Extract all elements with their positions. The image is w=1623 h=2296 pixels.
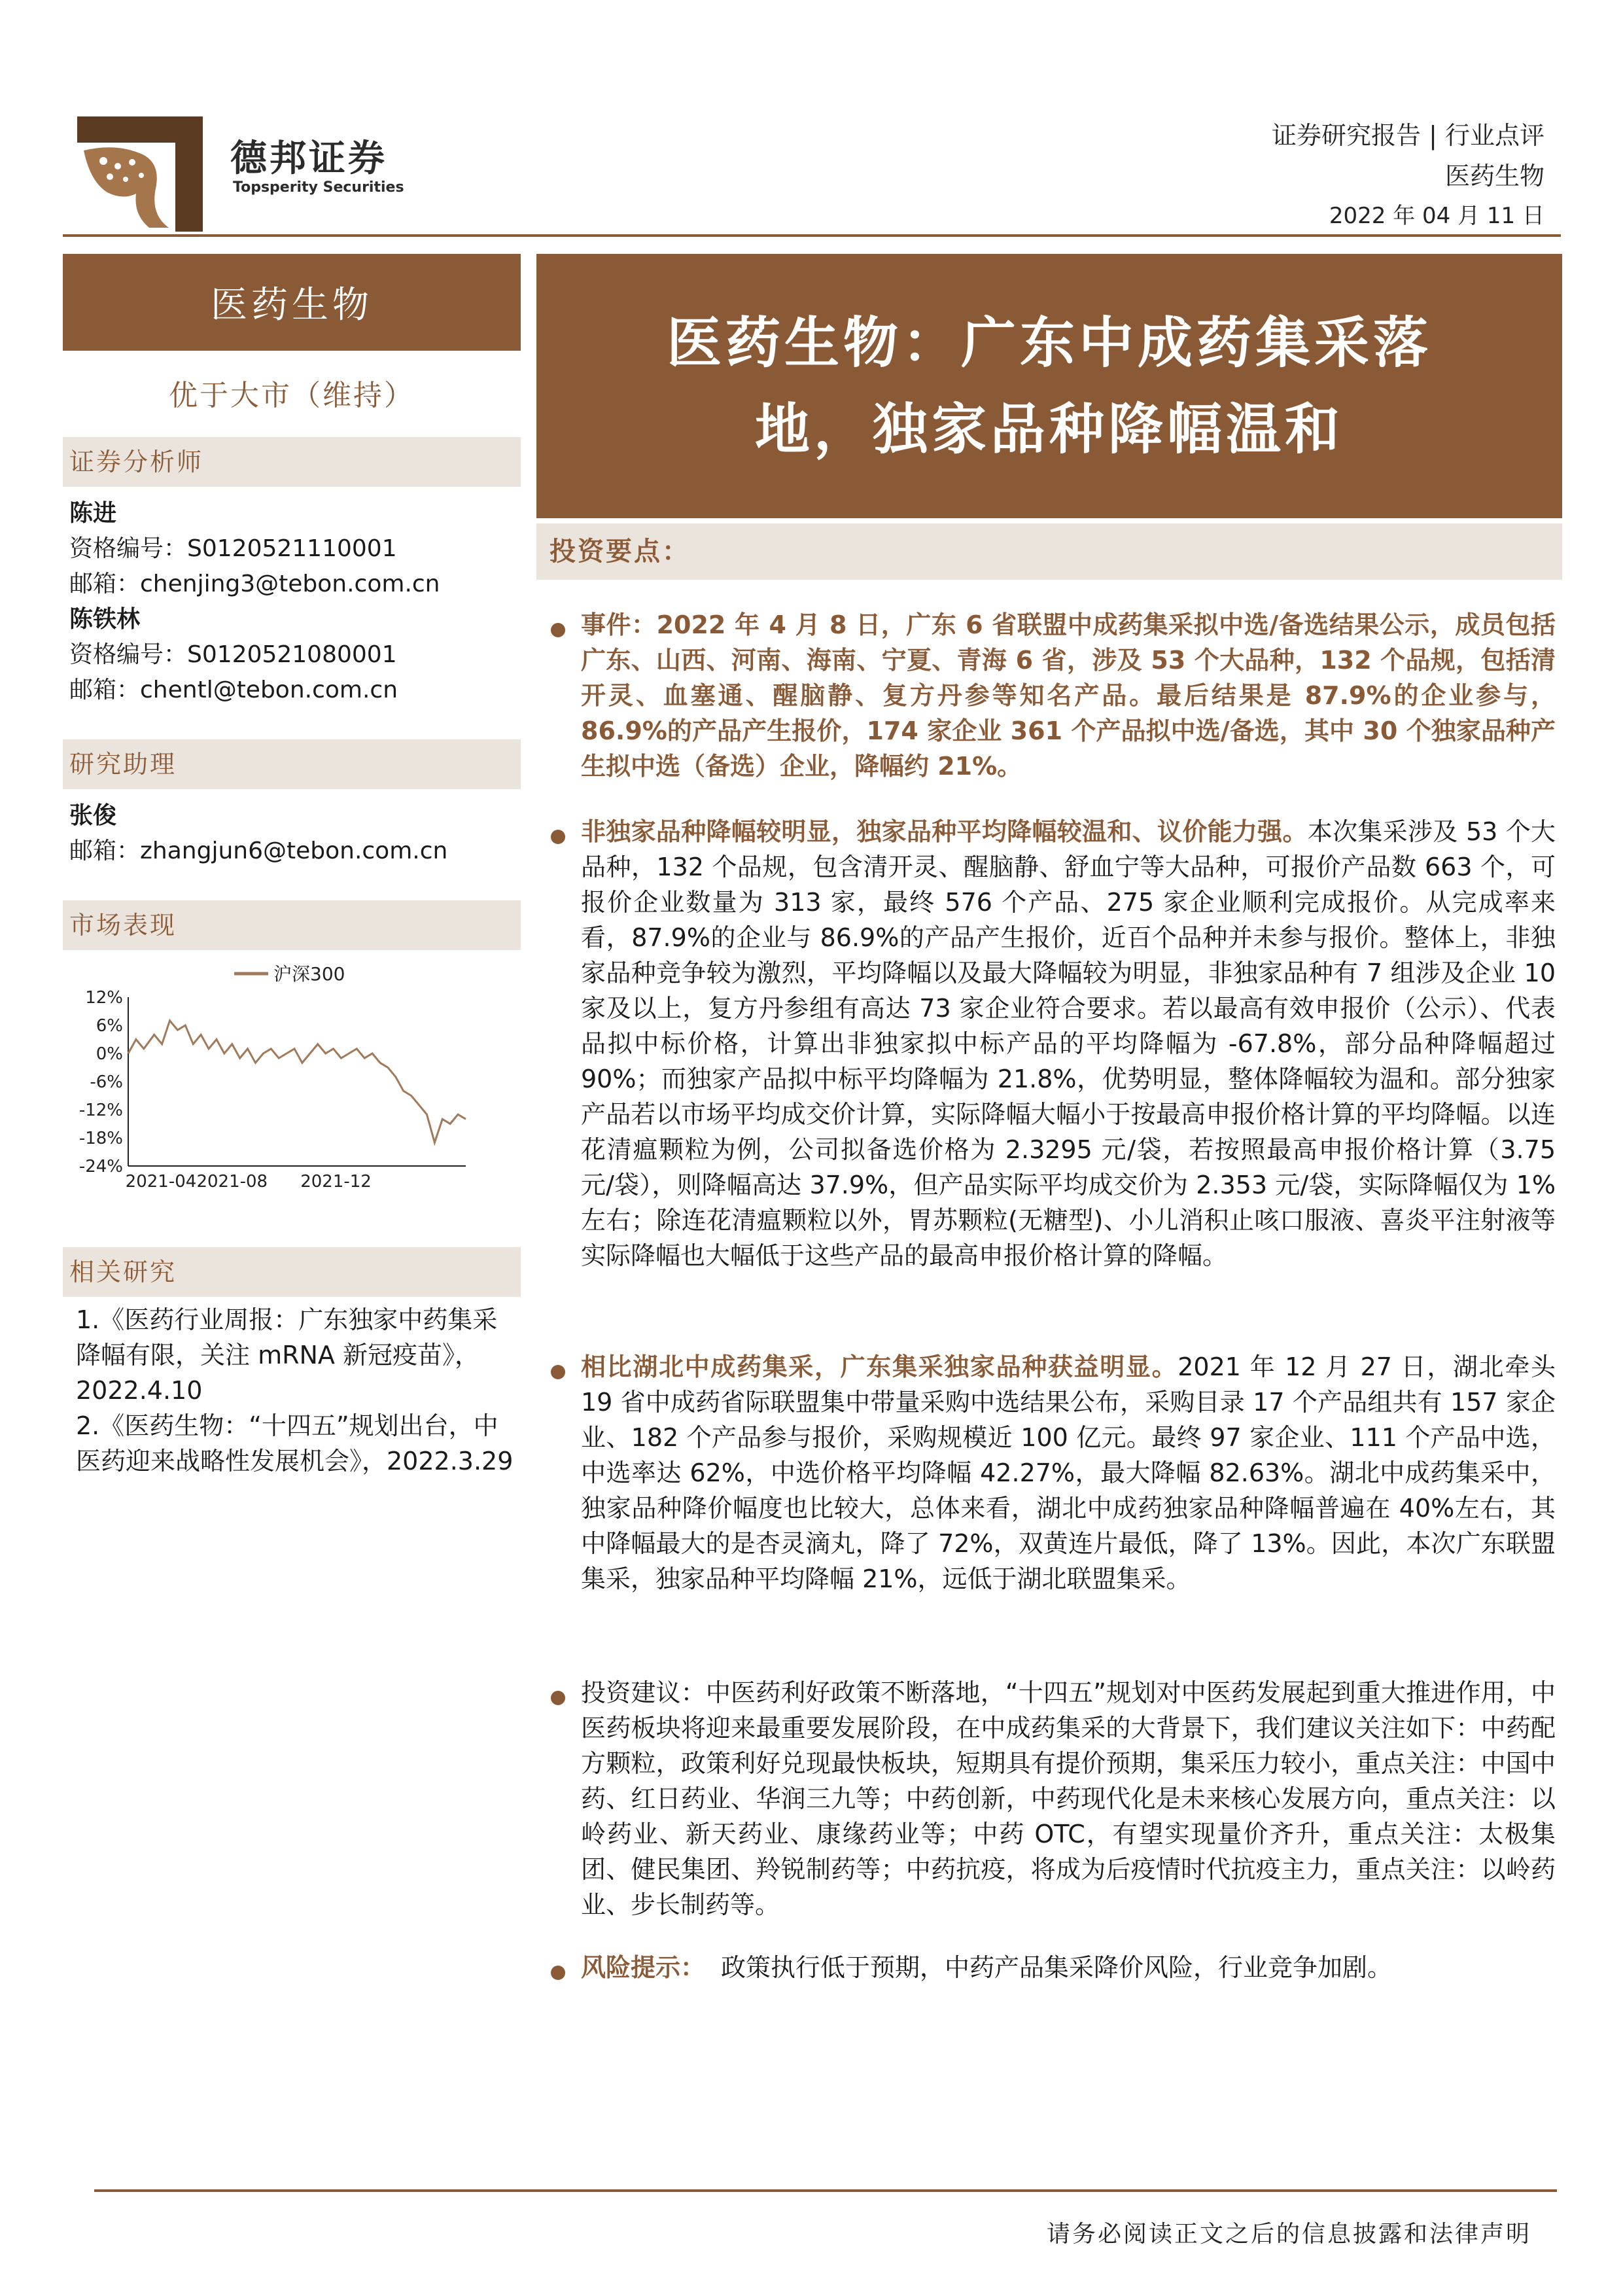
key-point-text: 本次集采涉及 53 个大品种，132 个品规，包含清开灵、醒脑静、舒血宁等大品种，可报价产品数 663 个，可报价企业数量为 313 家，最终 576 个产品、275 家企业顺利完成报价。从完成率来看，87.9%的企业与 86.9%的产品产生报价，近百个品种并未参与报价。整体上，非独家品种竞争较为激烈，平均降幅以及最大降幅较为明显，非独家品种有 7 组涉及企业 10 家及以上，复方丹参组有高达 73 家企业符合要求。若以最高有效申报价（公示）、代表品拟中标价格，计算出非独家拟中标产品的平均降幅为 -67.8%，部分品种降幅超过 90%；而独家产品拟中标平均降幅为 21.8%，优势明显，整体降幅较为温和。部分独家产品若以市场平均成交价计算，实际降幅大幅小于按最高申报价格计算的平均降幅。以连花清瘟颗粒为例，公司拟备选价格为 2.3295 元/袋，若按照最高申报价格计算（3.75 元/袋），则降幅高达 37.9%，但产品实际平均成交价为 2.353 元/袋，实际降幅仅为 1%左右；除连花清瘟颗粒以外，胃苏颗粒(无糖型)、小儿消积止咳口服液、喜炎平注射液等实际降幅也大幅低于这些产品的最高申报价格计算的降幅。 [581, 817, 1556, 1270]
analyst-email[interactable]: 邮箱：chentl@tebon.com.cn [69, 677, 398, 703]
report-title [536, 254, 1562, 518]
legend-label: 沪深300 [273, 963, 345, 985]
footer-divider [94, 2189, 1557, 2192]
key-point-text: 2021 年 12 月 27 日，湖北牵头 19 省中成药省际联盟集中带量采购中选结果公布，采购目录 17 个产品组共有 157 家企业、182 个产品参与报价，采购规模近 100 亿元。最终 97 家企业、111 个产品中选，中选率达 62%，中选价格平均降幅 42.27%，最大降幅 82.63%。湖北中成药集采中，独家品种降价幅度也比较大，总体来看，湖北中成药独家品种降幅普遍在 40%左右，其中降幅最大的是杏灵滴丸，降了 72%，双黄连片最低，降了 13%。因此，本次广东联盟集采，独家品种平均降幅 21%，远低于湖北联盟集采。 [581, 1352, 1556, 1593]
key-points-header: 投资要点： [536, 523, 1562, 580]
key-point-lead: 风险提示： [581, 1953, 706, 1982]
logo-icon [77, 116, 203, 232]
y-tick-label: -18% [79, 1129, 123, 1148]
analyst-cert: 资格编号：S0120521080001 [69, 641, 397, 668]
key-point-event [581, 607, 1556, 784]
key-point-hubei-comparison [581, 1349, 1556, 1597]
market-chart [65, 959, 484, 1188]
x-tick-label: 2021-04 [125, 1172, 197, 1188]
series-line-hs300 [128, 1021, 466, 1142]
key-point-text: 政策执行低于预期，中药产品集采降价风险，行业竞争加剧。 [721, 1953, 1393, 1982]
analyst-name: 陈铁林 [69, 606, 141, 633]
y-tick-label: 0% [96, 1044, 123, 1064]
assistant-name: 张俊 [69, 802, 117, 829]
bullet-icon [551, 1966, 565, 1980]
y-tick-label: -24% [79, 1157, 123, 1176]
rating: 优于大市（维持） [169, 379, 415, 412]
company-name-cn: 德邦证券 [230, 137, 387, 180]
analysts-header: 证券分析师 [63, 437, 521, 487]
key-point-lead: 相比湖北中成药集采，广东集采独家品种获益明显。 [581, 1352, 1178, 1381]
assistant-email[interactable]: 邮箱：zhangjun6@tebon.com.cn [69, 838, 448, 864]
header-sector: 医药生物 [1444, 162, 1544, 190]
related-item[interactable]: 1.《医药行业周报：广东独家中药集采降幅有限，关注 mRNA 新冠疫苗》，2022.4.10 [76, 1305, 498, 1405]
bullet-icon [551, 1691, 565, 1705]
y-tick-label: 12% [85, 988, 123, 1008]
analyst-cert: 资格编号：S0120521110001 [69, 535, 397, 562]
related-header: 相关研究 [63, 1247, 521, 1297]
related-item[interactable]: 2.《医药生物：“十四五”规划出台，中医药迎来战略性发展机会》，2022.3.29 [76, 1411, 514, 1475]
market-header: 市场表现 [63, 900, 521, 950]
x-tick-label: 2021-08 [196, 1172, 268, 1188]
key-point-text: 投资建议：中医药利好政策不断落地，“十四五”规划对中医药发展起到重大推进作用，中医药板块将迎来最重要发展阶段，在中成药集采的大背景下，我们建议关注如下：中药配方颗粒，政策利好兑现最快板块，短期具有提价预期，集采压力较小，重点关注：中国中药、红日药业、华润三九等；中药创新，中药现代化是未来核心发展方向，重点关注：以岭药业、新天药业、康缘药业等；中药 OTC，有望实现量价齐升，重点关注：太极集团、健民集团、羚锐制药等；中药抗疫，将成为后疫情时代抗疫主力，重点关注：以岭药业、步长制药等。 [581, 1678, 1556, 1919]
bullet-icon [551, 623, 565, 637]
bullet-icon [551, 1365, 565, 1379]
analyst-name: 陈进 [69, 500, 117, 527]
sector-label: 医药生物 [63, 254, 521, 351]
bullet-icon [551, 830, 565, 844]
report-date: 2022 年 04 月 11 日 [1329, 203, 1544, 229]
key-point-lead: 非独家品种降幅较明显，独家品种平均降幅较温和、议价能力强。 [581, 817, 1308, 846]
header-divider [63, 234, 1561, 237]
y-tick-label: -12% [79, 1101, 123, 1120]
title-line: 医药生物：广东中成药集采落 [666, 311, 1432, 375]
y-tick-label: 6% [96, 1016, 123, 1036]
y-tick-label: -6% [90, 1072, 123, 1092]
assistant-header: 研究助理 [63, 739, 521, 789]
footer-disclaimer: 请务必阅读正文之后的信息披露和法律声明 [1046, 2221, 1531, 2248]
x-tick-label: 2021-12 [300, 1172, 372, 1188]
analyst-email[interactable]: 邮箱：chenjing3@tebon.com.cn [69, 571, 440, 597]
company-name-en: Topsperity Securities [233, 179, 404, 196]
key-point-price-cut [581, 814, 1556, 1273]
key-point-text: 事件：2022 年 4 月 8 日，广东 6 省联盟中成药集采拟中选/备选结果公示，成员包括广东、山西、河南、海南、宁夏、青海 6 省，涉及 53 个大品种，132 个品规，包括清开灵、血塞通、醒脑静、复方丹参等知名产品。最后结果是 87.9%的企业参与，86.9%的产品产生报价，174 家企业 361 个产品拟中选/备选，其中 30 个独家品种产生拟中选（备选）企业，降幅约 21%。 [581, 610, 1556, 781]
report-type: 证券研究报告 | 行业点评 [1272, 121, 1544, 150]
key-point-investment-advice [581, 1675, 1556, 1922]
title-line: 地，独家品种降幅温和 [754, 397, 1344, 461]
key-point-risk [581, 1950, 1556, 1985]
